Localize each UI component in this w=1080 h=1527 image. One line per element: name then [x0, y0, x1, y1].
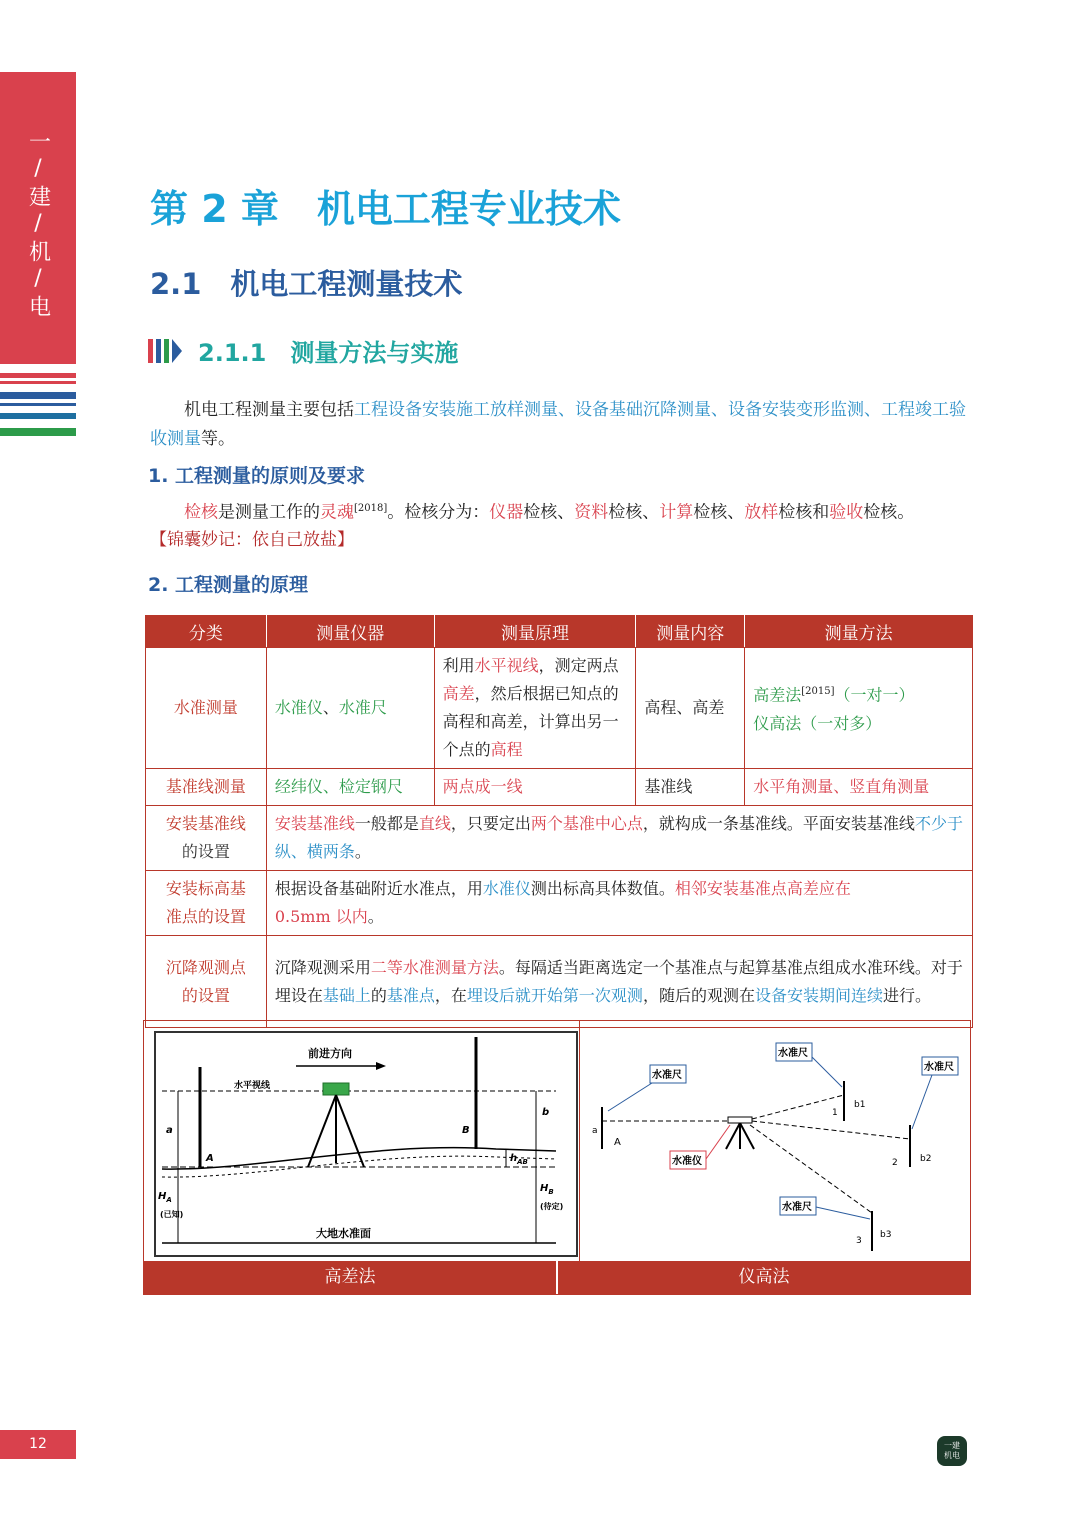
category-line: 安装标高基 — [165, 879, 246, 898]
table-cell-category — [146, 806, 267, 871]
label-2: 2 — [892, 1158, 898, 1168]
label-a: a — [166, 1125, 173, 1136]
label-1: 1 — [832, 1108, 838, 1118]
principle-term: 仪器 — [489, 502, 524, 523]
table-row — [146, 871, 973, 936]
page-number: 12 — [0, 1430, 76, 1459]
figure-box — [143, 1020, 971, 1295]
method-year: [2015] — [801, 686, 835, 698]
term: 直线 — [418, 814, 451, 833]
table-row — [146, 648, 973, 769]
table-cell-description — [266, 936, 972, 1028]
table-cell-method — [745, 648, 973, 769]
label-HB — [540, 1183, 554, 1196]
stripe-blue-2 — [0, 403, 76, 406]
text: ，只要定出 — [450, 814, 531, 833]
intro-suffix: 等。 — [201, 429, 235, 449]
text: ，然后根据已知点的高程和高差，计算出另一个点的 — [442, 684, 619, 759]
callout-pointer — [912, 1075, 932, 1129]
term: 基准点 — [386, 985, 435, 1005]
sidebar-text: 一/建/机/电 — [25, 129, 51, 321]
level-instrument — [728, 1117, 752, 1123]
text: 根据设备基础附近水准点，用 — [274, 879, 483, 898]
tripod-leg — [336, 1095, 364, 1167]
label-HA-sub: A — [166, 1196, 172, 1204]
logo-line: 一建 — [944, 1441, 960, 1450]
text: ，就构成一条基准线。平面安装基准线 — [642, 814, 915, 833]
direction-label: 前进方向 — [308, 1047, 352, 1060]
stripe-teal — [0, 413, 76, 419]
principle-text: 检核和 — [778, 502, 830, 523]
label-HB-main: H — [540, 1183, 549, 1194]
subsection-text: 2.1.1 测量方法与实施 — [198, 339, 459, 367]
table-row — [146, 806, 973, 871]
category-line: 准点的设置 — [165, 907, 246, 926]
principle-term: 放样 — [744, 502, 779, 523]
term: 安装基准线 — [274, 814, 355, 833]
height-difference-diagram — [154, 1031, 578, 1257]
instrument-term: 水准尺 — [338, 698, 387, 717]
principle-term: 灵魂 — [320, 502, 354, 523]
principle-text: 。检核分为： — [387, 502, 490, 523]
table-header: 测量仪器 — [266, 616, 434, 648]
label-hab — [510, 1153, 528, 1166]
subsection-title — [148, 333, 458, 368]
term: 二等水准测量方法 — [370, 957, 499, 977]
text: 的 — [370, 985, 387, 1005]
table-header: 测量方法 — [745, 616, 973, 648]
table-row — [146, 936, 973, 1028]
height-difference-svg — [156, 1033, 576, 1255]
principle-year: [2018] — [354, 503, 388, 514]
level-instrument — [323, 1083, 349, 1095]
callout-pointer — [706, 1125, 730, 1159]
term: 基础上 — [322, 985, 371, 1005]
text: 利用 — [442, 656, 475, 675]
measurement-table — [145, 615, 973, 1028]
ground-line — [162, 1148, 556, 1169]
principle-term: 检核 — [184, 502, 218, 523]
direction-arrowhead — [376, 1062, 386, 1070]
principle-text: 检核、 — [693, 502, 745, 523]
logo-line: 机电 — [944, 1451, 960, 1460]
callout-pointer — [816, 1207, 870, 1219]
label-HB-sub: B — [548, 1188, 554, 1196]
stripe-blue — [0, 392, 76, 399]
principle-text: 检核、 — [523, 502, 575, 523]
chapter-title: 第 2 章 机电工程专业技术 — [150, 187, 621, 231]
table-cell-category: 水准测量 — [146, 648, 267, 769]
callout-rod-label: 水准尺 — [782, 1202, 812, 1213]
label-A: A — [206, 1153, 214, 1164]
label-b3: b3 — [880, 1230, 892, 1240]
caption-left: 高差法 — [144, 1261, 558, 1294]
text: ，在 — [434, 985, 467, 1005]
label-A: A — [614, 1137, 621, 1148]
table-header: 测量原理 — [434, 616, 636, 648]
intro-highlight: 工程设备安装施工放样测量、设备基础沉降测量、设备安装变形监测、工程竣工验收测量 — [150, 400, 966, 449]
stripe-red-2 — [0, 381, 76, 384]
table-cell-instrument — [266, 648, 434, 769]
principle-term: 计算 — [659, 502, 694, 523]
figure-caption-bar — [144, 1261, 970, 1294]
stripe-green — [0, 428, 76, 436]
sight-line-label: 水平视线 — [234, 1081, 271, 1091]
stripe-red — [0, 373, 76, 378]
table-cell-content: 基准线 — [636, 769, 745, 806]
callout-pointer — [608, 1083, 652, 1111]
label-a: a — [592, 1126, 598, 1136]
text: 测出标高具体数值。 — [530, 879, 675, 898]
instrument-term: 水准仪 — [274, 698, 323, 717]
principle-term: 验收 — [829, 502, 864, 523]
table-cell-category — [146, 936, 267, 1028]
text: 。 — [367, 907, 384, 926]
label-hab-main: h — [510, 1153, 518, 1164]
term: 相邻安装基准点高差应在 — [674, 879, 851, 898]
mnemonic: 【锦囊妙记：依自己放盐】 — [150, 530, 354, 550]
publisher-logo — [937, 1436, 967, 1466]
table-row — [146, 769, 973, 806]
label-HA-note: (已知) — [160, 1210, 184, 1219]
text: 一般都是 — [354, 814, 419, 833]
text: ，测定两点 — [538, 656, 619, 675]
instrument-height-svg — [580, 1021, 970, 1261]
term: 不少于纵、横两条 — [274, 814, 963, 861]
method-note: （一对一） — [834, 685, 915, 705]
term: 高差 — [442, 684, 475, 703]
caption-right: 仪高法 — [738, 1267, 790, 1287]
heading-principles: 1. 工程测量的原则及要求 — [148, 465, 366, 487]
label-b1: b1 — [854, 1100, 866, 1110]
category-line: 安装基准线 — [165, 814, 246, 833]
callout-instrument-label: 水准仪 — [672, 1156, 702, 1167]
label-3: 3 — [856, 1236, 862, 1246]
text: 进行。 — [882, 985, 931, 1005]
text: 。每隔适当距离选定一个基准点与起算基准点组成水准环线。对于埋设在 — [274, 957, 963, 1005]
section-title: 2.1 机电工程测量技术 — [150, 267, 463, 301]
method-term: 高差法 — [753, 685, 802, 705]
term: 两个基准中心点 — [530, 814, 643, 833]
instrument-height-diagram — [580, 1021, 970, 1261]
category-line: 沉降观测点 — [165, 957, 246, 977]
callout-rod-label: 水准尺 — [778, 1048, 808, 1059]
table-cell-category — [146, 871, 267, 936]
term: 埋设后就开始第一次观测 — [466, 985, 643, 1005]
label-HB-note: (待定) — [540, 1202, 564, 1211]
table-cell-instrument: 经纬仪、检定钢尺 — [266, 769, 434, 806]
sidebar-label — [0, 125, 76, 325]
table-cell-description — [266, 871, 972, 936]
table-cell-description — [266, 806, 972, 871]
table-header-row — [146, 616, 973, 648]
text: 沉降观测采用 — [274, 957, 371, 977]
category-line: 的设置 — [181, 985, 230, 1005]
callout-rod-label: 水准尺 — [652, 1070, 682, 1081]
principle-text: 检核、 — [608, 502, 660, 523]
label-B: B — [462, 1125, 470, 1136]
section-bars-icon — [148, 339, 182, 363]
term: 0.5mm 以内 — [274, 907, 368, 926]
category-line: 的设置 — [181, 842, 230, 861]
intro-prefix: 机电工程测量主要包括 — [184, 400, 354, 420]
principle-paragraph — [150, 494, 980, 528]
label-hab-sub: AB — [517, 1158, 528, 1166]
heading-theory: 2. 工程测量的原理 — [148, 574, 309, 596]
sight-line-b2 — [752, 1121, 910, 1139]
label-b: b — [542, 1107, 550, 1118]
table-cell-content: 高程、高差 — [636, 648, 745, 769]
label-b2: b2 — [920, 1154, 932, 1164]
intro-paragraph — [150, 396, 980, 454]
text: 。 — [354, 842, 371, 861]
table-header: 测量内容 — [636, 616, 745, 648]
table-cell-category: 基准线测量 — [146, 769, 267, 806]
principle-text: 检核。 — [863, 502, 915, 523]
callout-rod-label: 水准尺 — [924, 1062, 954, 1073]
separator: 、 — [322, 698, 339, 717]
term: 水准仪 — [482, 879, 531, 898]
label-HA-main: H — [158, 1191, 167, 1202]
label-HA — [158, 1191, 172, 1204]
table-cell-method: 水平角测量、竖直角测量 — [745, 769, 973, 806]
principle-text: 是测量工作的 — [218, 502, 320, 523]
datum-label: 大地水准面 — [316, 1227, 371, 1240]
sight-line-b1 — [752, 1095, 844, 1119]
term: 高程 — [490, 740, 523, 759]
term: 设备安装期间连续 — [754, 985, 883, 1005]
table-cell-principle — [434, 648, 636, 769]
principle-term: 资料 — [574, 502, 609, 523]
table-cell-principle: 两点成一线 — [434, 769, 636, 806]
text: ，随后的观测在 — [642, 985, 755, 1005]
method-term: 仪高法（一对多） — [753, 713, 882, 733]
table-header: 分类 — [146, 616, 267, 648]
term: 水平视线 — [474, 656, 539, 675]
callout-pointer — [812, 1057, 842, 1087]
